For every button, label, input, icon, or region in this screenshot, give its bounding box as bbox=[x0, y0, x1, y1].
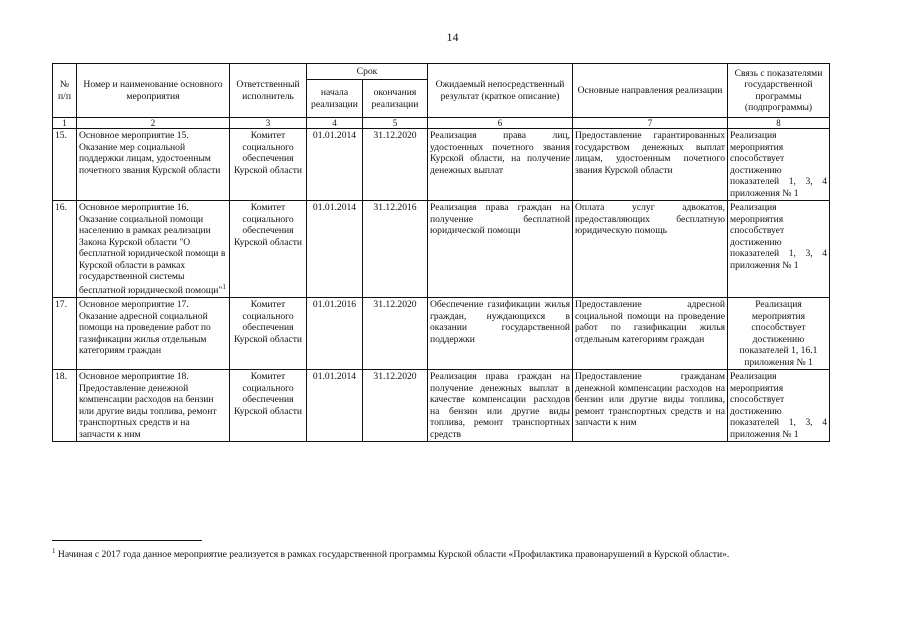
row-start: 01.01.2016 bbox=[307, 298, 363, 370]
row-name-cell bbox=[77, 201, 230, 298]
row-result: Обеспечение газификации жилья граждан, нуждающихся в оказании государственной поддержки bbox=[428, 298, 573, 370]
table-row bbox=[53, 201, 830, 298]
table-row bbox=[53, 298, 830, 370]
row-name: Основное мероприятие 15. Оказание мер социальной поддержки лицам, удостоенным почетного звания Курской области bbox=[77, 129, 230, 201]
header-num: № п/п bbox=[53, 64, 77, 118]
footnote-divider bbox=[52, 540, 202, 541]
row-num: 16. bbox=[53, 201, 77, 298]
column-number: 2 bbox=[77, 118, 230, 129]
row-executor: Комитет социального обеспечения Курской области bbox=[230, 298, 307, 370]
table-row bbox=[53, 370, 830, 442]
row-directions: Оплата услуг адвокатов, предоставляющих бесплатную юридическую помощь bbox=[573, 201, 728, 298]
row-num: 15. bbox=[53, 129, 77, 201]
column-number: 3 bbox=[230, 118, 307, 129]
footnote-text: Начиная с 2017 года данное мероприятие реализуется в рамках государственной программы Курской области «Профилактика правонарушений в Курской области». bbox=[57, 549, 730, 561]
row-name: Основное мероприятие 18. Предоставление денежной компенсации расходов на бензин или другие виды топлива, ремонт транспортных средств и на запчасти к ним bbox=[77, 370, 230, 442]
column-number: 4 bbox=[307, 118, 363, 129]
header-end: окончания реализации bbox=[363, 80, 428, 118]
header-executor: Ответственный исполнитель bbox=[230, 64, 307, 118]
column-number: 6 bbox=[428, 118, 573, 129]
column-number: 5 bbox=[363, 118, 428, 129]
column-number: 1 bbox=[53, 118, 77, 129]
page-number: 14 bbox=[446, 30, 459, 44]
header-term: Срок bbox=[307, 64, 428, 80]
row-result: Реализация права граждан на получение денежных выплат в качестве компенсации расходов на бензин или другие виды топлива, ремонт транспортных средств bbox=[428, 370, 573, 442]
row-name: Основное мероприятие 16. Оказание социальной помощи населению в рамках реализации Закона Курской области "О бесплатной юридической помощи в Курской области в рамках государственной системы бесплатной юридической помощи" bbox=[79, 202, 226, 296]
header-directions: Основные направления реализации bbox=[573, 64, 728, 118]
row-executor: Комитет социального обеспечения Курской области bbox=[230, 370, 307, 442]
row-executor: Комитет социального обеспечения Курской области bbox=[230, 129, 307, 201]
column-number-row bbox=[53, 118, 830, 129]
row-name: Основное мероприятие 17. Оказание адресной социальной помощи на проведение работ по газификации жилья отдельным категориям граждан bbox=[77, 298, 230, 370]
row-end: 31.12.2020 bbox=[363, 129, 428, 201]
row-directions: Предоставление адресной социальной помощи на проведение работ по газификации жилья отдельным категориям граждан bbox=[573, 298, 728, 370]
column-number: 7 bbox=[573, 118, 728, 129]
row-start: 01.01.2014 bbox=[307, 129, 363, 201]
row-start: 01.01.2014 bbox=[307, 201, 363, 298]
footnote bbox=[52, 547, 832, 561]
row-link: Реализация мероприятия способствует достижению показателей 1, 3, 4 приложения № 1 bbox=[728, 370, 830, 442]
measures-table bbox=[52, 63, 830, 442]
row-link: Реализация мероприятия способствует достижению показателей 1, 3, 4 приложения № 1 bbox=[728, 201, 830, 298]
header-name: Номер и наименование основного мероприятия bbox=[77, 64, 230, 118]
row-executor: Комитет социального обеспечения Курской области bbox=[230, 201, 307, 298]
table-row bbox=[53, 129, 830, 201]
row-result: Реализация права лиц, удостоенных почетного звания Курской области, на получение денежных выплат bbox=[428, 129, 573, 201]
footnote-ref: 1 bbox=[222, 282, 226, 291]
row-link: Реализация мероприятия способствует достижению показателей 1, 3, 4 приложения № 1 bbox=[728, 129, 830, 201]
row-num: 17. bbox=[53, 298, 77, 370]
footnote-marker: 1 bbox=[52, 547, 56, 555]
header-link: Связь с показателями государственной программы (подпрограммы) bbox=[728, 64, 830, 118]
column-number: 8 bbox=[728, 118, 830, 129]
row-link: Реализация мероприятия способствует достижению показателей 1, 16.1 приложения № 1 bbox=[728, 298, 830, 370]
row-end: 31.12.2016 bbox=[363, 201, 428, 298]
row-directions: Предоставление гражданам денежной компенсации расходов на бензин или другие виды топлива, ремонт транспортных средств и на запчасти к ним bbox=[573, 370, 728, 442]
row-end: 31.12.2020 bbox=[363, 298, 428, 370]
row-result: Реализация права граждан на получение бесплатной юридической помощи bbox=[428, 201, 573, 298]
row-num: 18. bbox=[53, 370, 77, 442]
row-start: 01.01.2014 bbox=[307, 370, 363, 442]
row-directions: Предоставление гарантированных государством денежных выплат лицам, удостоенным почетного звания Курской области bbox=[573, 129, 728, 201]
header-start: начала реализации bbox=[307, 80, 363, 118]
row-end: 31.12.2020 bbox=[363, 370, 428, 442]
header-result: Ожидаемый непосредственный результат (краткое описание) bbox=[428, 64, 573, 118]
